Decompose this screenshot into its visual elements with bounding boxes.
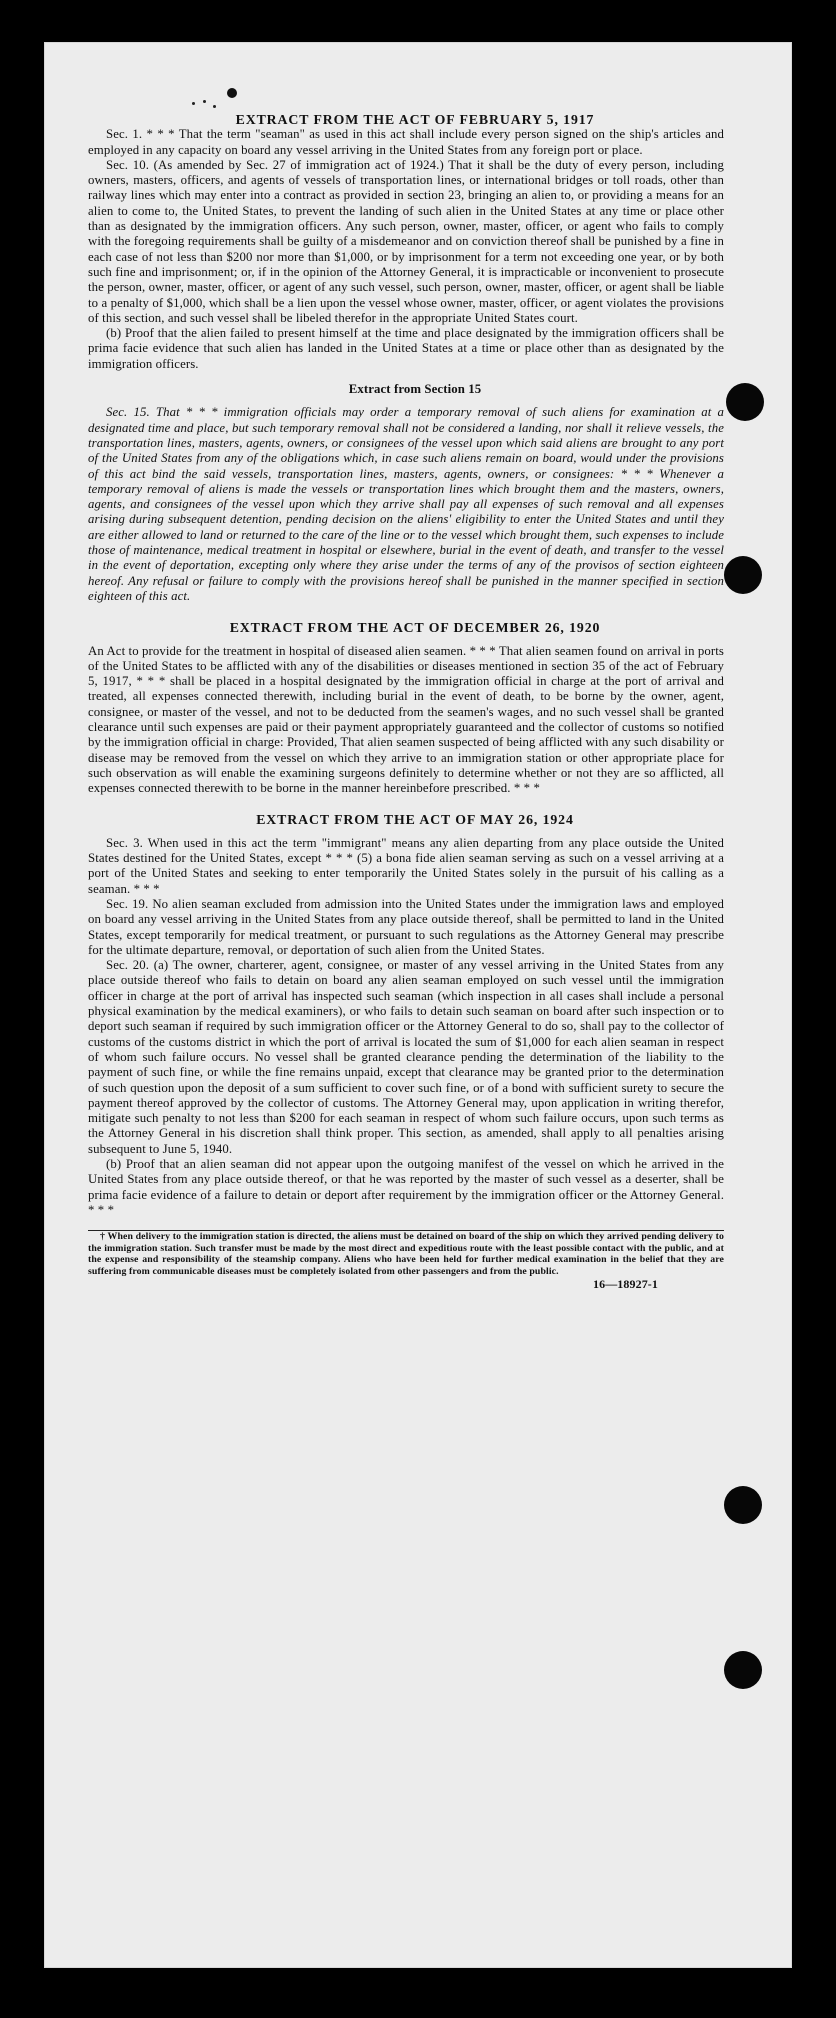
footnote: † When delivery to the immigration station is directed, the aliens must be detained on board of the ship on which they arrived pending delivery to the immigration station. Such transfer must be made by the most direct and expeditious route with the least possible contact with the public, and at the expense and responsibility of the steamship company. Aliens who have been held for further medical examination in the belief that they are suffering from communicable diseases must be completely isolated from other passengers and from the public. <box>88 1231 724 1277</box>
punch-hole-1 <box>726 383 764 421</box>
punch-hole-3 <box>724 1486 762 1524</box>
speck-1 <box>192 102 195 105</box>
heading-act-1917: EXTRACT FROM THE ACT OF FEBRUARY 5, 1917 <box>235 112 595 127</box>
paragraph-sec-10b: (b) Proof that the alien failed to present himself at the time and place designated by the immigration officers shall be prima facie evidence that such alien has landed in the United States at a time or place other than as designated by the immigration officers. <box>88 326 724 371</box>
form-number: 16—18927-1 <box>593 1277 658 1292</box>
heading-act-1924: EXTRACT FROM THE ACT OF MAY 26, 1924 <box>256 812 574 828</box>
paragraph-sec-15: Sec. 15. That * * * immigration officials may order a temporary removal of such aliens for examination at a designated time and place, but such temporary removal shall not be considered a landing, nor shall it relieve vessels, the transportation lines, masters, agents, owners, or consignees of the vessel upon which said aliens are brought to any port of the United States from any of the obligations which, in case such aliens remain on board, would under the provisions of this act bind the said vessels, transportation lines, masters, agents, owners, or consignees: * * * Whenever a temporary removal of aliens is made the vessels or transportation lines which brought them and the masters, owners, agents, and consignees of the vessel upon which they arrive shall pay all expenses of such removal and all expenses arising during subsequent detention, pending decision on the aliens' eligibility to enter the United States and until they are either allowed to land or returned to the care of the line or to the vessel which brought them, such expenses to include those of maintenance, medical treatment in hospital or elsewhere, burial in the event of death, and transfer to the vessel in the event of deportation, excepting only where they arise under the terms of any of the provisos of section eighteen hereof. Any refusal or failure to comply with the provisions hereof shall be punished in the manner specified in section eighteen of this act. <box>88 405 725 603</box>
punch-hole-2 <box>724 556 762 594</box>
paragraph-act-1920: An Act to provide for the treatment in hospital of diseased alien seamen. * * * That alien seamen found on arrival in ports of the United States to be afflicted with any of the disabilities or diseases mentioned in section 35 of the act of February 5, 1917, * * * shall be placed in a hospital designated by the immigration official in charge at the port of arrival and treated, all expenses connected therewith, including burial in the event of death, to be borne by the owner, agent, consignee, or master of the vessel, and not to be deducted from the seamen's wages, and no such vessel shall be granted clearance until such expenses are paid or their payment appropriately guaranteed and the collector of customs so notified by the immigration official in charge: Provided, That alien seamen suspected of being afflicted with any such disability or disease may be removed from the vessel on which they arrive to an immigration station or other appropriate place for such observation as will enable the examining surgeons definitely to determine whether or not they are so afflicted, all expenses connected therewith to be borne in the manner hereinbefore prescribed. * * * <box>88 643 724 796</box>
heading-act-1920: EXTRACT FROM THE ACT OF DECEMBER 26, 1920 <box>229 620 601 636</box>
subheading-section-15: Extract from Section 15 <box>348 382 482 397</box>
punch-hole-4 <box>724 1651 762 1689</box>
paragraph-sec-10: Sec. 10. (As amended by Sec. 27 of immigration act of 1924.) That it shall be the duty of every person, including owners, masters, officers, and agents of vessels of transportation lines, or international bridges or toll roads, other than railway lines which may enter into a contract as provided in section 23, bringing an alien to, or providing a means for an alien to come to, the United States, to prevent the landing of such alien in the United States at any time or place other than as designated by the immigration officers. Any such person, owner, master, officer, or agent who fails to comply with the foregoing requirements shall be guilty of a misdemeanor and on conviction thereof shall be punished by a fine in each case of not less than $200 nor more than $1,000, or by imprisonment for a term not exceeding one year, or by both such fine and imprisonment; or, if in the opinion of the Attorney General, it is impracticable or inconvenient to prosecute the person, owner, master, officer, or agent of any such vessel, such person, owner, master, officer, or agent shall be liable to a penalty of $1,000, which shall be a lien upon the vessel whose owner, master, officer, or agent violates the provisions of this section, and such vessel shall be libeled therefor in the appropriate United States court. <box>88 157 724 325</box>
paragraph-sec-20: Sec. 20. (a) The owner, charterer, agent, consignee, or master of any vessel arriving in the United States from any place outside thereof who fails to detain on board any alien seaman employed on such vessel until the immigration officer in charge at the port of arrival has inspected such seaman (which inspection in all cases shall include a personal physical examination by the medical examiners), or who fails to detain such seaman on board after such inspection or to deport such seaman if required by such immigration officer or the Attorney General to do so, shall pay to the collector of customs of the customs district in which the port of arrival is located the sum of $1,000 for each alien seaman in respect of whom such failure occurs. No vessel shall be granted clearance pending the determination of the liability to the payment of such fine, or while the fine remains unpaid, except that clearance may be granted prior to the determination of such question upon the deposit of a sum sufficient to cover such fine, or of a bond with sufficient surety to secure the payment thereof approved by the collector of customs. The Attorney General may, upon application in writing therefor, mitigate such penalty to not less than $200 for each seaman in respect of whom such failure occurs, upon such terms as the Attorney General in his discretion shall think proper. This section, as amended, shall apply to all penalties arising subsequent to June 5, 1940. <box>88 958 724 1156</box>
punch-mark-top <box>227 88 237 98</box>
paragraph-sec-19: Sec. 19. No alien seaman excluded from admission into the United States under the immigration laws and employed on board any vessel arriving in the United States from any place outside thereof, shall be permitted to land in the United States, except temporarily for medical treatment, or pursuant to such regulations as the Attorney General may prescribe for the ultimate departure, removal, or deportation of such alien from the United States. <box>88 896 724 957</box>
paragraph-sec-3: Sec. 3. When used in this act the term "immigrant" means any alien departing from any place outside the United States destined for the United States, except * * * (5) a bona fide alien seaman serving as such on a vessel arriving at a port of the United States and seeking to enter temporarily the United States solely in the pursuit of his calling as a seaman. * * * <box>88 835 724 896</box>
paragraph-sec-1: Sec. 1. * * * That the term "seaman" as used in this act shall include every person signed on the ship's articles and employed in any capacity on board any vessel arriving in the United States from any foreign port or place. <box>88 127 724 157</box>
speck-3 <box>213 105 216 108</box>
speck-2 <box>203 100 206 103</box>
document-body <box>88 112 724 1292</box>
paragraph-sec-20b: (b) Proof that an alien seaman did not appear upon the outgoing manifest of the vessel on which he arrived in the United States from any place outside thereof, or that he was reported by the master of such vessel as a deserter, shall be prima facie evidence of a failure to detain or deport after requirement by the immigration officer or the Attorney General. * * * <box>88 1157 724 1217</box>
